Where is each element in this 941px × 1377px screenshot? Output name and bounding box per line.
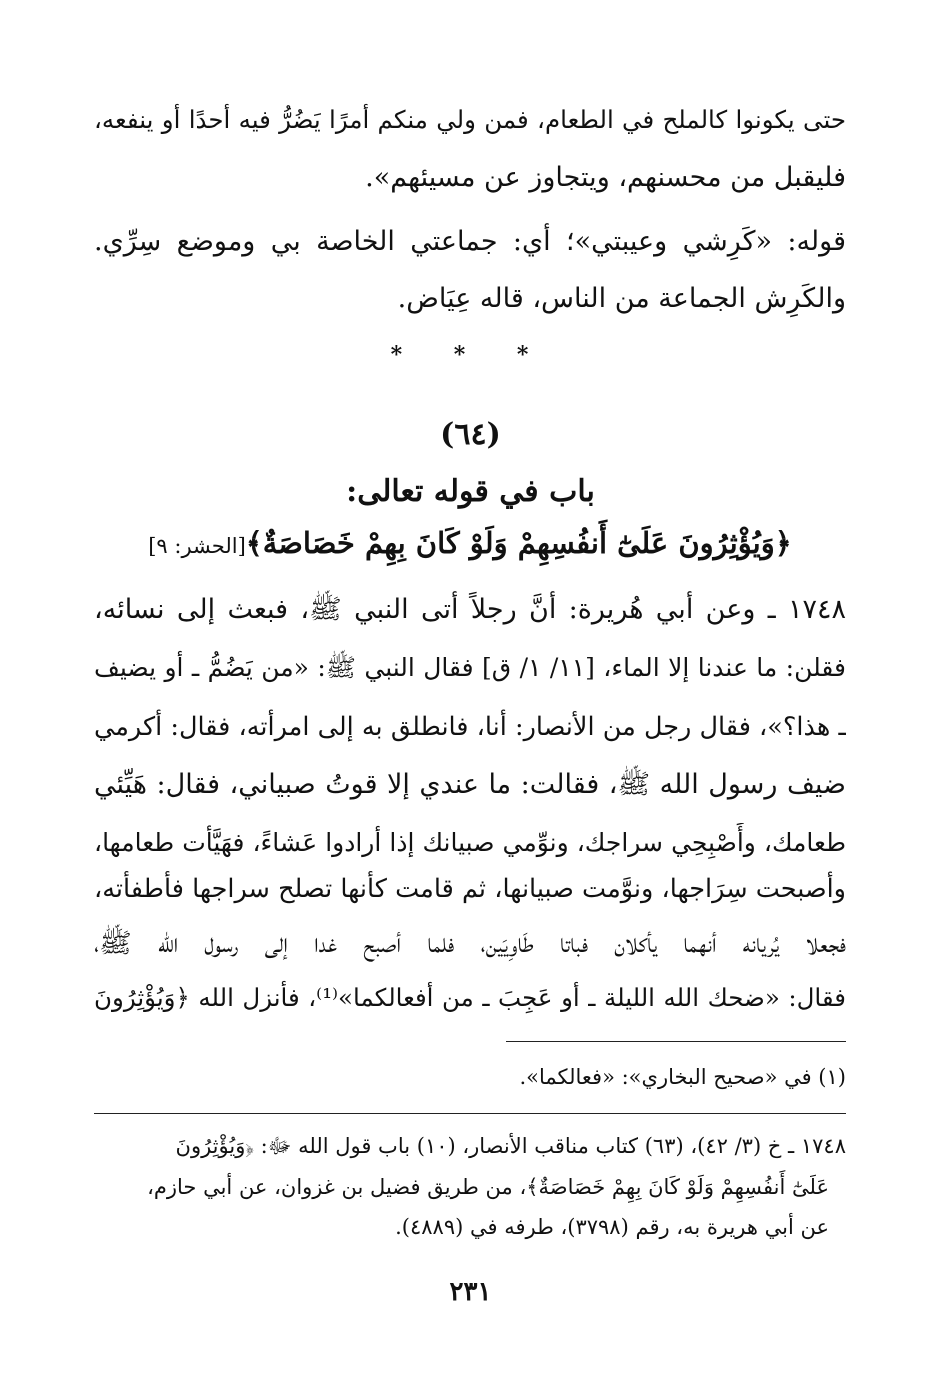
source-line: عَلَىٰٓ أَنفُسِهِمْ وَلَوْ كَانَ بِهِمْ خَصَاصَةٌ﴾، من طريق فضيل بن غزوان، عن أبي حازم، (147, 1175, 829, 1199)
footnote: (١) في «صحيح البخاري»: «فعالكما». (519, 1065, 846, 1089)
source-line: ١٧٤٨ ـ خ (٣/ ٤٢)، (٦٣) كتاب مناقب الأنصار، (١٠) باب قول الله ﷻ: ﴿وَيُؤْثِرُونَ (175, 1134, 846, 1158)
chapter-verse (94, 522, 846, 567)
hadith-line: فجعلا يُريانه أنهما يأكلان فباتا طَاوِيَين، فلما أصبح غدا إلى رسول الله ﷺ، (94, 928, 846, 959)
hadith-line: ضيف رسول الله ﷺ، فقالت: ما عندي إلا قوتُ صبياني، فقال: هَيِّئي (94, 769, 846, 800)
hadith-line: طعامك، وأَصْبِحِي سراجك، ونوِّمي صبيانك إذا أرادوا عَشاءً، فهَيَّأت طعامها، (94, 828, 846, 857)
hadith-line: وأصبحت سِرَاجها، ونوَّمت صبيانها، ثم قامت كأنها تصلح سراجها فأطفأته، (94, 874, 846, 904)
hadith-line: ١٧٤٨ ـ وعن أبي هُريرة: أنَّ رجلاً أتى النبي ﷺ، فبعث إلى نسائه، (94, 594, 846, 625)
gloss-line: قوله: «كَرِشي وعيبتي»؛ أي: جماعتي الخاصة بي وموضع سِرِّي. (94, 226, 846, 257)
section-separator: * * * (390, 342, 551, 368)
hadith-line: فقال: «ضحك الله الليلة ـ أو عَجِبَ ـ من أفعالكما»⁽¹⁾، فأنزل الله ﴿وَيُؤْثِرُونَ (94, 983, 846, 1012)
chapter-number: (٦٤) (440, 417, 501, 452)
footnote-rule (506, 1041, 846, 1042)
hadith-line: فقلن: ما عندنا إلا الماء، [١١/ ١/ ق] فقال النبي ﷺ: «من يَضُمُّ ـ أو يضيف (94, 653, 846, 682)
page-number: ٢٣١ (449, 1277, 492, 1307)
verse-text: ﴿وَيُؤْثِرُونَ عَلَىٰٓ أَنفُسِهِمْ وَلَوْ كَانَ بِهِمْ خَصَاصَةٌ﴾ (245, 526, 792, 560)
gloss-line: والكَرِش الجماعة من الناس، قاله عِيَاض. (397, 283, 846, 314)
text-line: حتى يكونوا كالملح في الطعام، فمن ولي منكم أمرًا يَضُرُّ فيه أحدًا أو ينفعه، (94, 105, 846, 134)
verse-reference: [الحشر: ٩] (148, 534, 246, 558)
chapter-title: باب في قوله تعالى: (346, 474, 595, 509)
hadith-line: ـ هذا؟»، فقال رجل من الأنصار: أنا، فانطلق به إلى امرأته، فقال: أكرمي (94, 712, 846, 742)
text-line: فليقبل من محسنهم، ويتجاوز عن مسيئهم». (365, 162, 846, 193)
source-rule (94, 1113, 846, 1114)
source-line: عن أبي هريرة به، رقم (٣٧٩٨)، طرفه في (٤٨٨٩). (395, 1215, 829, 1239)
